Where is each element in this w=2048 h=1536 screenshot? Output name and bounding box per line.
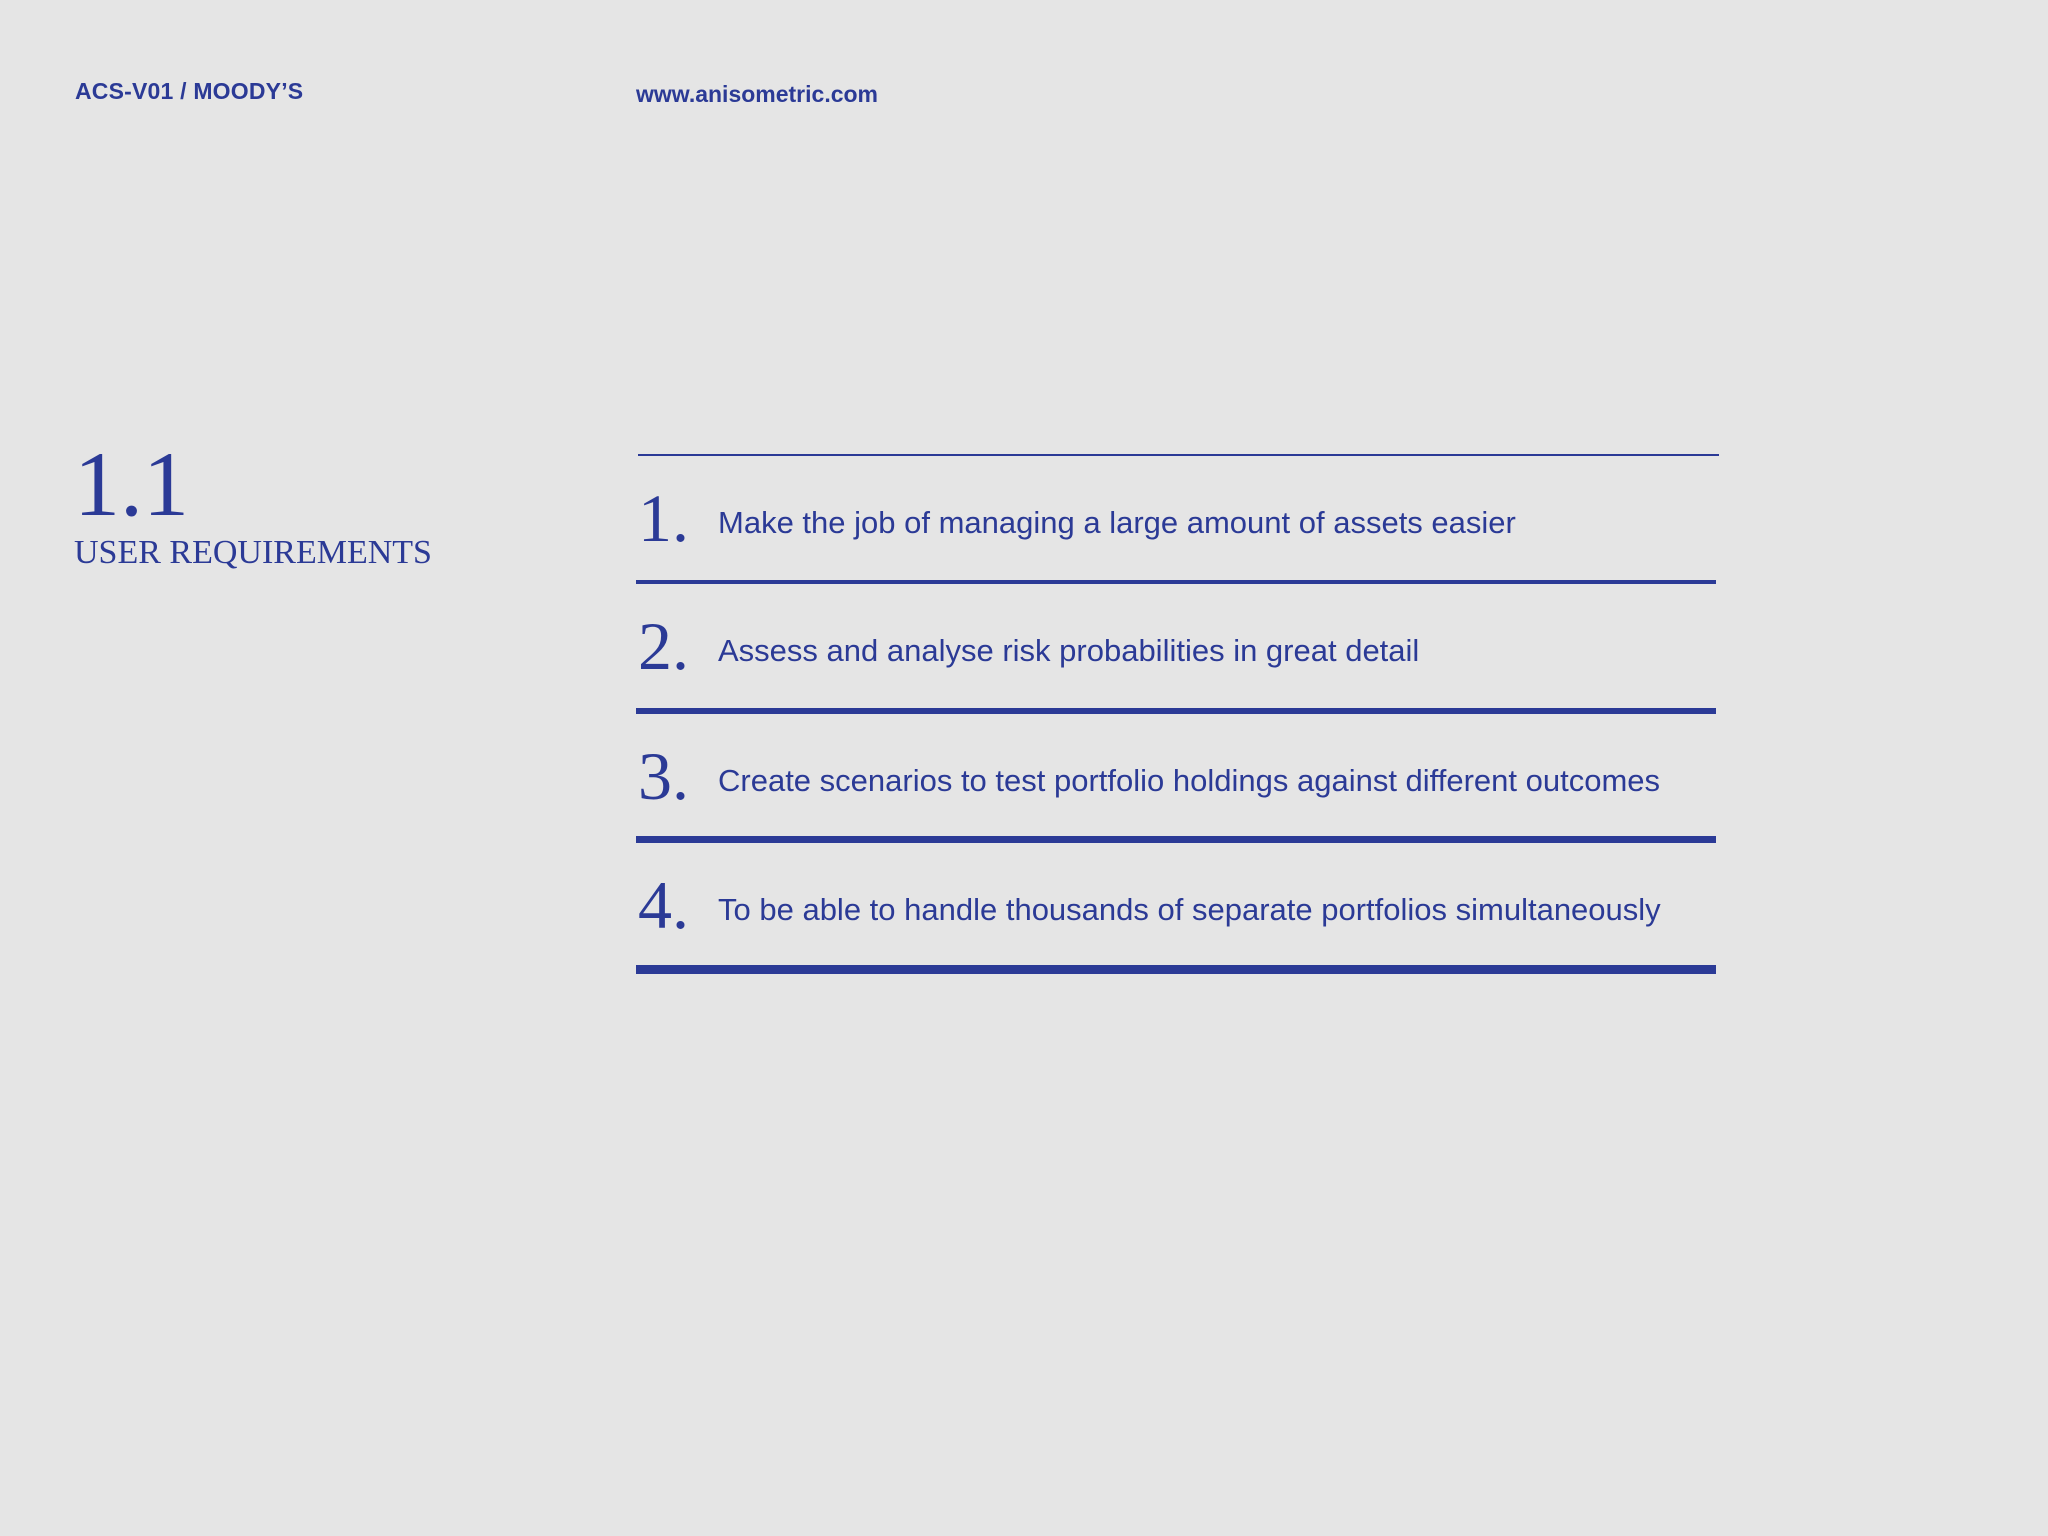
requirement-number: 3. (638, 738, 689, 814)
requirements-list (636, 454, 1717, 974)
requirement-number: 1. (638, 480, 689, 556)
requirement-item (636, 456, 1717, 584)
requirement-text: To be able to handle thousands of separate portfolios simultaneously (718, 892, 1661, 927)
requirement-item (636, 843, 1717, 974)
section-title: USER REQUIREMENTS (74, 534, 432, 571)
requirement-number: 4. (638, 867, 689, 943)
requirement-text: Create scenarios to test portfolio holdings against different outcomes (718, 763, 1661, 798)
website-url: www.anisometric.com (636, 81, 878, 107)
requirement-number: 2. (638, 608, 689, 684)
document-id: ACS-V01 / MOODY’S (75, 78, 304, 104)
requirement-text: Make the job of managing a large amount of assets easier (718, 505, 1516, 540)
requirement-item (636, 584, 1717, 714)
requirement-item (636, 714, 1717, 843)
requirement-text: Assess and analyse risk probabilities in great detail (718, 633, 1420, 668)
divider (636, 965, 1716, 974)
section-number: 1.1 (74, 433, 189, 535)
divider (636, 836, 1716, 843)
